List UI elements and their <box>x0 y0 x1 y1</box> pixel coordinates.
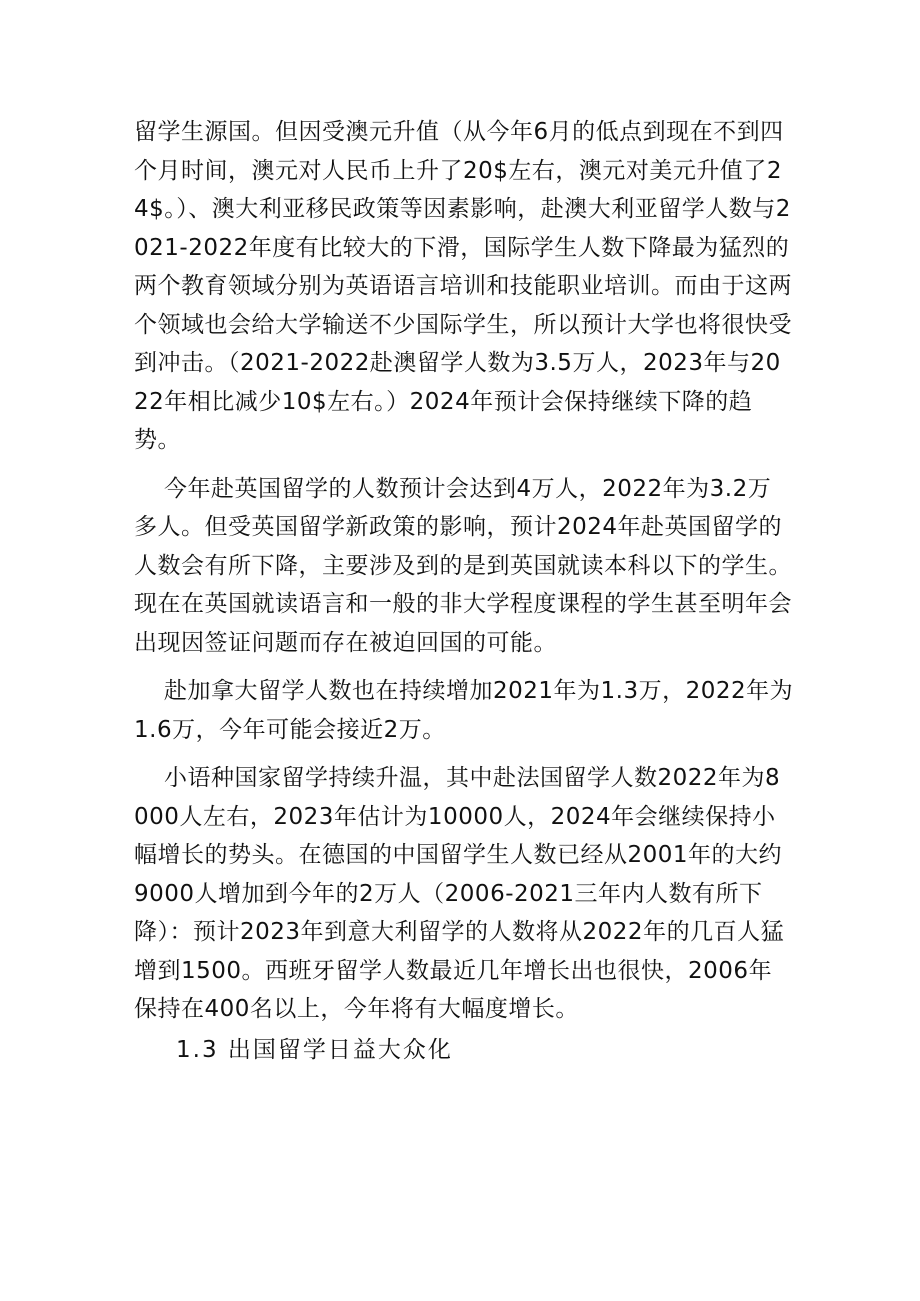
section-heading: 1.3 出国留学日益大众化 <box>176 1036 453 1063</box>
paragraph-minor-languages: 小语种国家留学持续升温，其中赴法国留学人数2022年为8000人左右，2023年估计为10000人，2024年会继续保持小幅增长的势头。在德国的中国留学生人数已经从2001年的大约9000人增加到今年的2万人（2006-2021三年内人数有所下降）：预计2023年到意大利留学的人数将从2022年的几百人猛增到1500。西班牙留学人数最近几年增长出也很快，2006年保持在400名以上，今年将有大幅度增长。 <box>134 765 785 1022</box>
paragraph-uk: 今年赴英国留学的人数预计会达到4万人，2022年为3.2万多人。但受英国留学新政策的影响，预计2024年赴英国留学的人数会有所下降，主要涉及到的是到英国就读本科以下的学生。现在在英国就读语言和一般的非大学程度课程的学生甚至明年会出现因签证问题而存在被迫回国的可能。 <box>134 475 792 656</box>
paragraph-canada: 赴加拿大留学人数也在持续增加2021年为1.3万，2022年为1.6万，今年可能会接近2万。 <box>134 678 794 743</box>
paragraph-australia: 留学生源国。但因受澳元升值（从今年6月的低点到现在不到四个月时间，澳元对人民币上升了20$左右，澳元对美元升值了24$。）、澳大利亚移民政策等因素影响，赴澳大利亚留学人数与2021-2022年度有比较大的下滑，国际学生人数下降最为猛烈的两个教育领域分别为英语语言培训和技能职业培训。而由于这两个领域也会给大学输送不少国际学生，所以预计大学也将很快受到冲击。（2021-2022赴澳留学人数为3.5万人，2023年与2022年相比减少10$左右。）2024年预计会保持继续下降的趋势。 <box>134 119 792 453</box>
document-body <box>134 113 794 1069</box>
